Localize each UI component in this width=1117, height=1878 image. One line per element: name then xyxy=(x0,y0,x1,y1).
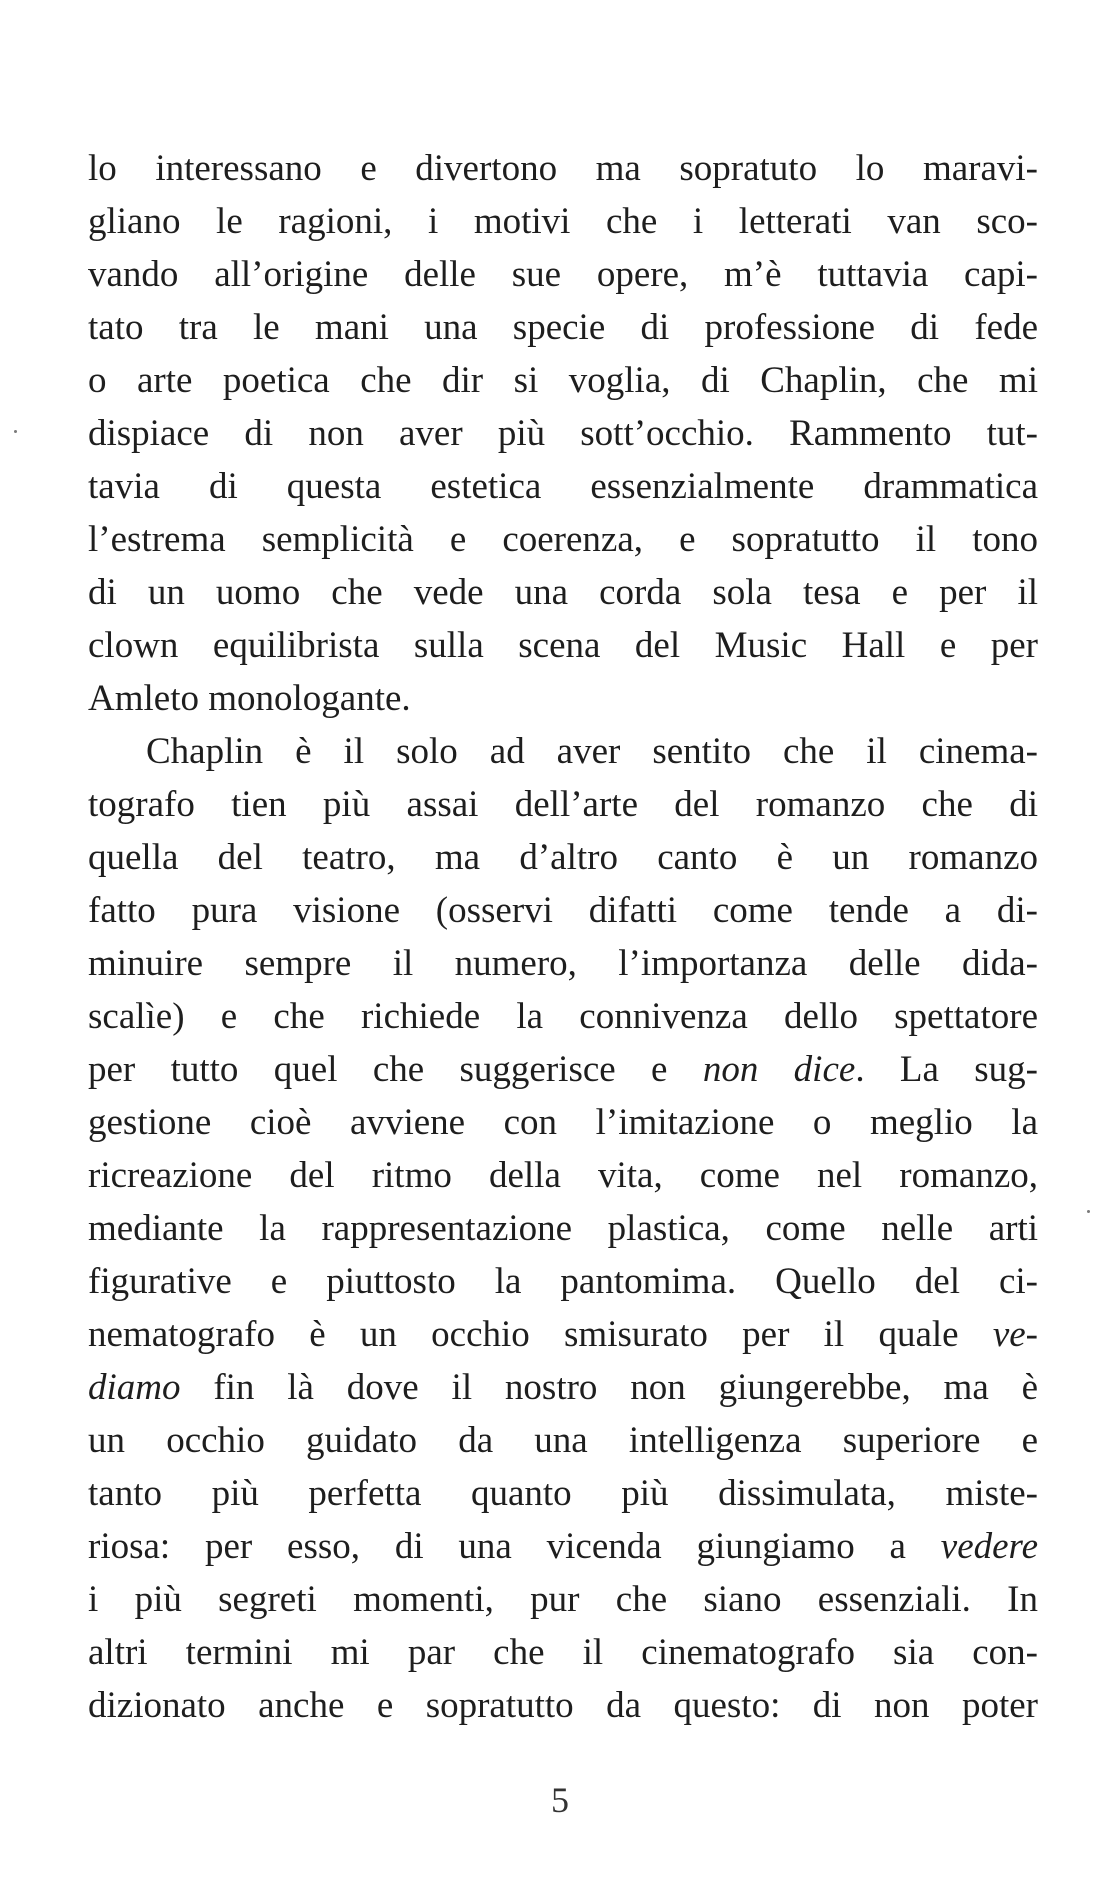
text-line: gestione cioè avviene con l’imitazione o meglio la xyxy=(88,1102,1038,1143)
text-line: tavia di questa estetica essenzialmente drammatica xyxy=(88,466,1038,507)
text-line xyxy=(88,1308,1038,1361)
text-line xyxy=(88,1520,1038,1573)
text-line: Amleto monologante. xyxy=(88,678,411,719)
text-line: clown equilibrista sulla scena del Music Hall e per xyxy=(88,625,1038,666)
text-run: per tutto quel che suggerisce e xyxy=(88,1049,703,1090)
text-run: nematografo è un occhio smisurato per il quale xyxy=(88,1314,993,1355)
page-number: 5 xyxy=(551,1780,569,1820)
italic-run: vedere xyxy=(940,1526,1038,1567)
text-line: l’estrema semplicità e coerenza, e sopratutto il tono xyxy=(88,519,1038,560)
text-line: di un uomo che vede una corda sola tesa e per il xyxy=(88,572,1038,613)
text-line: un occhio guidato da una intelligenza superiore e xyxy=(88,1420,1038,1461)
text-line: i più segreti momenti, pur che siano essenziali. In xyxy=(88,1579,1038,1620)
text-line: altri termini mi par che il cinematografo sia con- xyxy=(88,1632,1038,1673)
text-line: o arte poetica che dir si voglia, di Chaplin, che mi xyxy=(88,360,1038,401)
text-line: minuire sempre il numero, l’importanza delle dida- xyxy=(88,943,1038,984)
text-line: dispiace di non aver più sott’occhio. Rammento tut- xyxy=(88,413,1038,454)
text-line: ricreazione del ritmo della vita, come nel romanzo, xyxy=(88,1155,1038,1196)
text-line: fatto pura visione (osservi difatti come tende a di- xyxy=(88,890,1038,931)
text-run: . La sug- xyxy=(855,1049,1038,1090)
text-run: fin là dove il nostro non giungerebbe, ma è xyxy=(180,1367,1038,1408)
text-line: lo interessano e divertono ma sopratuto lo maravi- xyxy=(88,148,1038,189)
body-text xyxy=(88,142,1038,1732)
text-line: tato tra le mani una specie di professione di fede xyxy=(88,307,1038,348)
italic-run: non dice xyxy=(702,1049,856,1090)
italic-run: ve- xyxy=(992,1314,1038,1355)
text-line: tanto più perfetta quanto più dissimulata, miste- xyxy=(88,1473,1038,1514)
text-line xyxy=(88,1361,1038,1414)
text-run: riosa: per esso, di una vicenda giungiamo a xyxy=(88,1526,941,1567)
text-line: mediante la rappresentazione plastica, come nelle arti xyxy=(88,1208,1038,1249)
text-line: tografo tien più assai dell’arte del romanzo che di xyxy=(88,784,1038,825)
text-line: dizionato anche e sopratutto da questo: di non poter xyxy=(88,1685,1038,1726)
text-line: Chaplin è il solo ad aver sentito che il cinema- xyxy=(146,731,1038,772)
text-line xyxy=(88,1043,1038,1096)
text-line: gliano le ragioni, i motivi che i letterati van sco- xyxy=(88,201,1038,242)
margin-speck xyxy=(1087,1210,1090,1213)
text-line: quella del teatro, ma d’altro canto è un romanzo xyxy=(88,837,1038,878)
text-line: scalìe) e che richiede la connivenza dello spettatore xyxy=(88,996,1038,1037)
italic-run: diamo xyxy=(88,1367,181,1408)
margin-speck xyxy=(14,430,17,433)
text-line: figurative e piuttosto la pantomima. Quello del ci- xyxy=(88,1261,1038,1302)
text-line: vando all’origine delle sue opere, m’è tuttavia capi- xyxy=(88,254,1038,295)
